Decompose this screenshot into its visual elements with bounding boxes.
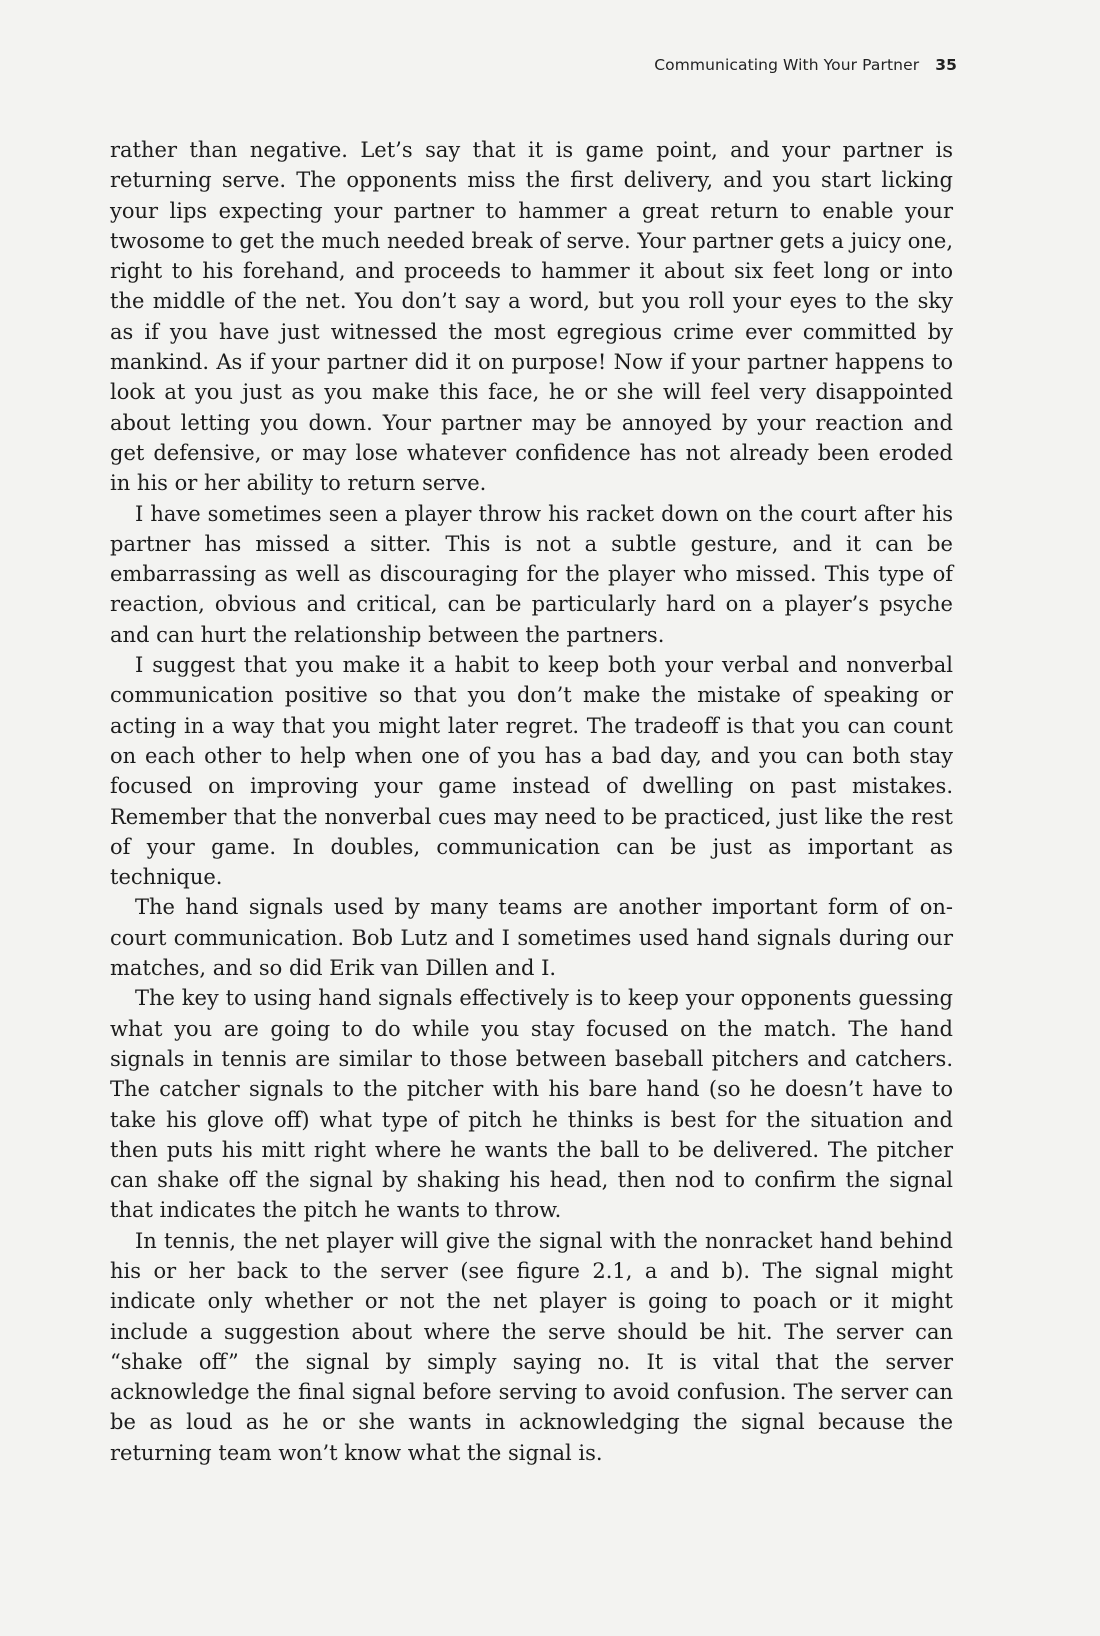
- paragraph: The key to using hand signals effectively is to keep your opponents guessing what you are going to do while you stay focused on the match. The hand signals in tennis are similar to those between baseball pitchers and catchers. The catcher signals to the pitcher with his bare hand (so he doesn’t have to take his glove off) what type of pitch he thinks is best for the situation and then puts his mitt right where he wants the ball to be delivered. The pitcher can shake off the signal by shaking his head, then nod to confirm the signal that indicates the pitch he wants to throw.: [110, 986, 953, 1223]
- paragraph: I suggest that you make it a habit to keep both your verbal and nonverbal communication positive so that you don’t make the mistake of speaking or acting in a way that you might later regret. The tradeoff is that you can count on each other to help when one of you has a bad day, and you can both stay focused on improving your game instead of dwelling on past mistakes. Remember that the nonverbal cues may need to be practiced, just like the rest of your game. In doubles, communication can be just as important as technique.: [110, 653, 953, 890]
- paragraph: I have sometimes seen a player throw his racket down on the court after his partner has missed a sitter. This is not a subtle gesture, and it can be embarrassing as well as discouraging for the player who missed. This type of reaction, obvious and critical, can be particularly hard on a player’s psyche and can hurt the relationship between the partners.: [110, 501, 953, 647]
- body-text: [110, 135, 953, 1468]
- running-head: [654, 56, 957, 74]
- paragraph: In tennis, the net player will give the signal with the nonracket hand behind his or her back to the server (see figure 2.1, a and b). The signal might indicate only whether or not the net player is going to poach or it might include a suggestion about where the serve should be hit. The server can “shake off” the signal by simply saying no. It is vital that the server acknowledge the final signal before serving to avoid confusion. The server can be as loud as he or she wants in acknowledging the signal because the returning team won’t know what the signal is.: [110, 1228, 953, 1465]
- paragraph: rather than negative. Let’s say that it is game point, and your partner is returning serve. The opponents miss the first delivery, and you start licking your lips expecting your partner to hammer a great return to enable your twosome to get the much needed break of serve. Your partner gets a juicy one, right to his forehand, and proceeds to hammer it about six feet long or into the middle of the net. You don’t say a word, but you roll your eyes to the sky as if you have just witnessed the most egregious crime ever committed by mankind. As if your partner did it on purpose! Now if your partner happens to look at you just as you make this face, he or she will feel very disappointed about letting you down. Your partner may be annoyed by your reaction and get defensive, or may lose whatever confidence has not already been eroded in his or her ability to return serve.: [110, 138, 953, 496]
- paragraph: The hand signals used by many teams are another important form of on-court communication. Bob Lutz and I sometimes used hand signals during our matches, and so did Erik van Dillen and I.: [110, 895, 953, 981]
- running-title: Communicating With Your Partner: [654, 56, 920, 74]
- page-number: 35: [935, 56, 957, 74]
